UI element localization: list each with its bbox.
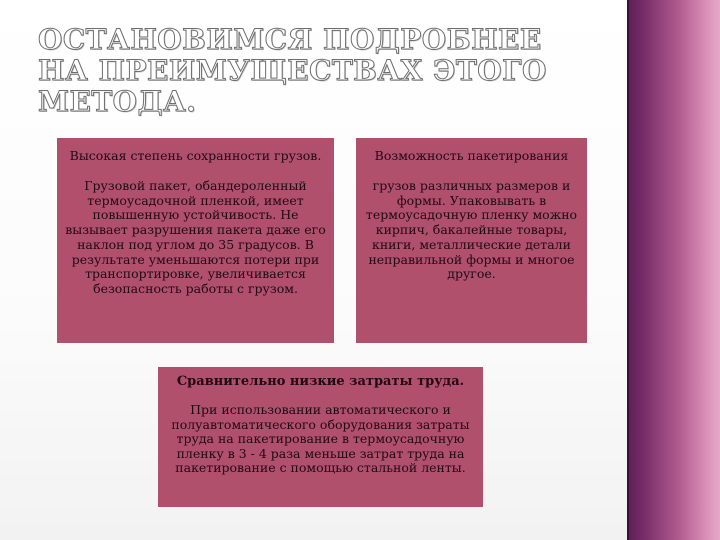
card-body: грузов различных размеров и формы. Упаковывать в термоусадочную пленку можно кирпич, бакалейные товары, книги, металлические детали неправильной формы и многое другое. [365, 178, 578, 282]
card-heading: Возможность пакетирования [374, 148, 569, 163]
advantage-card-cargo-safety [57, 138, 334, 343]
advantage-card-packaging-versatility [356, 138, 587, 343]
slide-title: ОСТАНОВИМСЯ ПОДРОБНЕЕ НА ПРЕИМУЩЕСТВАХ ЭТОГО МЕТОДА. [38, 23, 547, 118]
card-heading: Сравнительно низкие затраты труда. [176, 374, 465, 389]
side-band-divider [627, 0, 629, 540]
card-body: Грузовой пакет, обандероленный термоусадочной пленкой, имеет повышенную устойчивость. Не вызывает разрушения пакета даже его наклон под углом до 35 градусов. В результате уменьшаются потери при транспортировке, увеличивается безопасность работы с грузом. [65, 178, 326, 296]
card-heading: Высокая степень сохранности грузов. [69, 148, 322, 163]
decorative-side-band [627, 0, 720, 540]
advantage-card-low-labor-costs [158, 367, 483, 507]
card-body: При использовании автоматического и полуавтоматического оборудования затраты труда на пакетирование в термоусадочную пленку в 3 - 4 раза меньше затрат труда на пакетирование с помощью стальной ленты. [171, 402, 470, 476]
